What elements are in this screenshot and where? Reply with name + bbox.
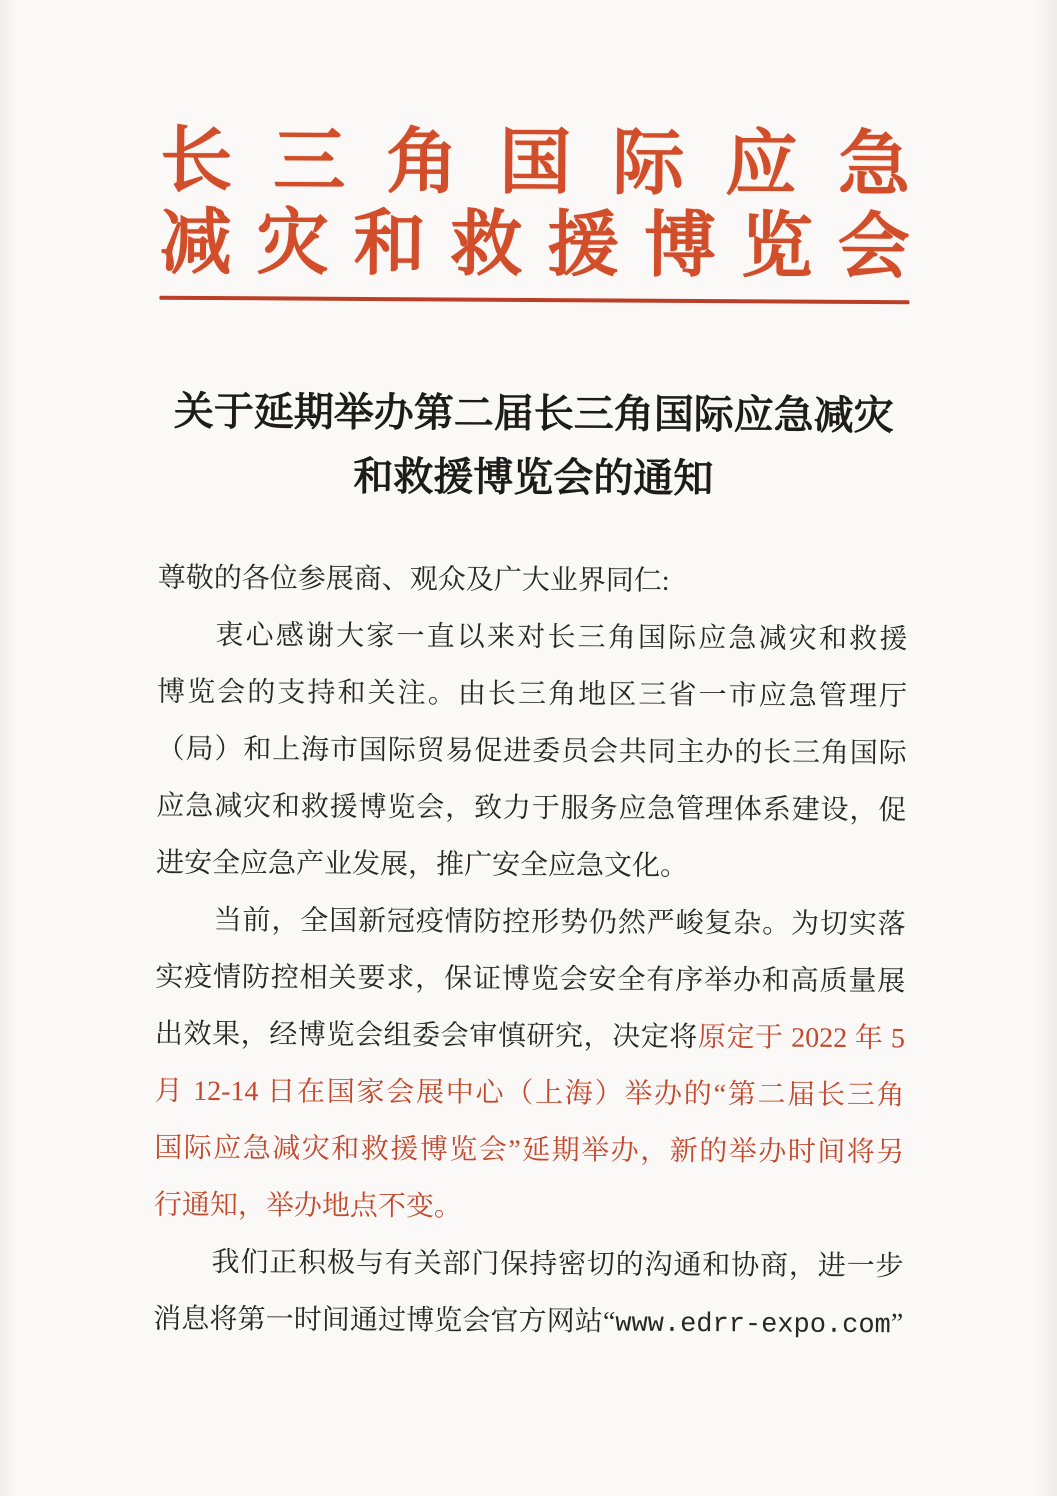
letterhead-char: 灾 <box>256 203 329 284</box>
body-line <box>155 949 905 1011</box>
body-line <box>154 1063 904 1125</box>
body-line <box>155 892 905 954</box>
letterhead-char: 减 <box>159 202 233 284</box>
letterhead-char: 长 <box>160 120 233 202</box>
text-run: 出效果，经博览会组委会审慎研究，决定将 <box>154 1018 699 1054</box>
highlighted-text-run: 行通知，举办地点不变。 <box>153 1189 463 1223</box>
letterhead-char: 角 <box>386 122 459 203</box>
letterhead-char: 会 <box>837 206 910 288</box>
website-url-text: www.edrr-expo.com <box>615 1309 891 1342</box>
body-line <box>156 778 906 840</box>
text-run: 进安全应急产业发展，推广安全应急文化。 <box>155 847 689 882</box>
letterhead <box>159 120 910 305</box>
letterhead-char: 应 <box>724 124 798 205</box>
body-line <box>157 721 907 783</box>
body-line <box>154 1120 904 1182</box>
highlighted-text-run: 月 12-14 日在国家会展中心（上海）举办的“第二届长三角 <box>154 1075 905 1112</box>
body-line <box>153 1291 903 1353</box>
highlighted-text-run: 国际应急减灾和救援博览会”延期举办，新的举办时间将另 <box>154 1132 905 1169</box>
letterhead-char: 急 <box>837 124 911 206</box>
text-run: 博览会的支持和关注。由长三角地区三省一市应急管理厅 <box>156 676 908 713</box>
letterhead-char: 博 <box>643 205 717 287</box>
text-run: 衷心感谢大家一直以来对长三角国际应急减灾和救援 <box>215 620 908 656</box>
letterhead-char: 际 <box>611 123 685 204</box>
letterhead-char: 和 <box>353 203 426 285</box>
notice-title <box>158 380 909 513</box>
letterhead-line-1 <box>160 120 910 207</box>
text-run: 应急减灾和救援博览会，致力于服务应急管理体系建设，促 <box>156 790 907 827</box>
letterhead-line-2 <box>160 202 910 289</box>
letterhead-char: 国 <box>499 122 572 204</box>
body-text <box>153 550 908 1353</box>
text-run: 当前，全国新冠疫情防控形势仍然严峻复杂。为切实落 <box>213 905 906 941</box>
text-run: ” <box>890 1308 904 1340</box>
letterhead-char: 三 <box>273 121 346 202</box>
page-content <box>153 0 911 1352</box>
text-run: 尊敬的各位参展商、观众及广大业界同仁: <box>157 562 670 597</box>
body-line <box>158 550 908 612</box>
body-line <box>154 1177 904 1239</box>
notice-title-line-1: 关于延期举办第二届长三角国际应急减灾 <box>173 388 894 439</box>
body-line <box>157 664 907 726</box>
body-line <box>156 835 906 897</box>
letterhead-char: 救 <box>450 204 523 285</box>
notice-title-line-2: 和救援博览会的通知 <box>353 453 714 502</box>
text-run: （局）和上海市国际贸易促进委员会共同主办的长三角国际 <box>156 733 907 770</box>
letterhead-divider-rule <box>159 296 909 305</box>
highlighted-text-run: 原定于 2022 年 5 <box>697 1022 906 1055</box>
text-run: 我们正积极与有关部门保持密切的沟通和协商，进一步 <box>211 1247 904 1283</box>
body-line <box>155 1006 905 1068</box>
body-line <box>153 1234 903 1296</box>
letterhead-char: 览 <box>740 206 814 287</box>
body-line <box>157 607 907 669</box>
text-run: 消息将第一时间通过博览会官方网站“ <box>153 1303 616 1338</box>
text-run: 实疫情防控相关要求，保证博览会安全有序举办和高质量展 <box>155 961 906 998</box>
letterhead-char: 援 <box>546 205 620 286</box>
